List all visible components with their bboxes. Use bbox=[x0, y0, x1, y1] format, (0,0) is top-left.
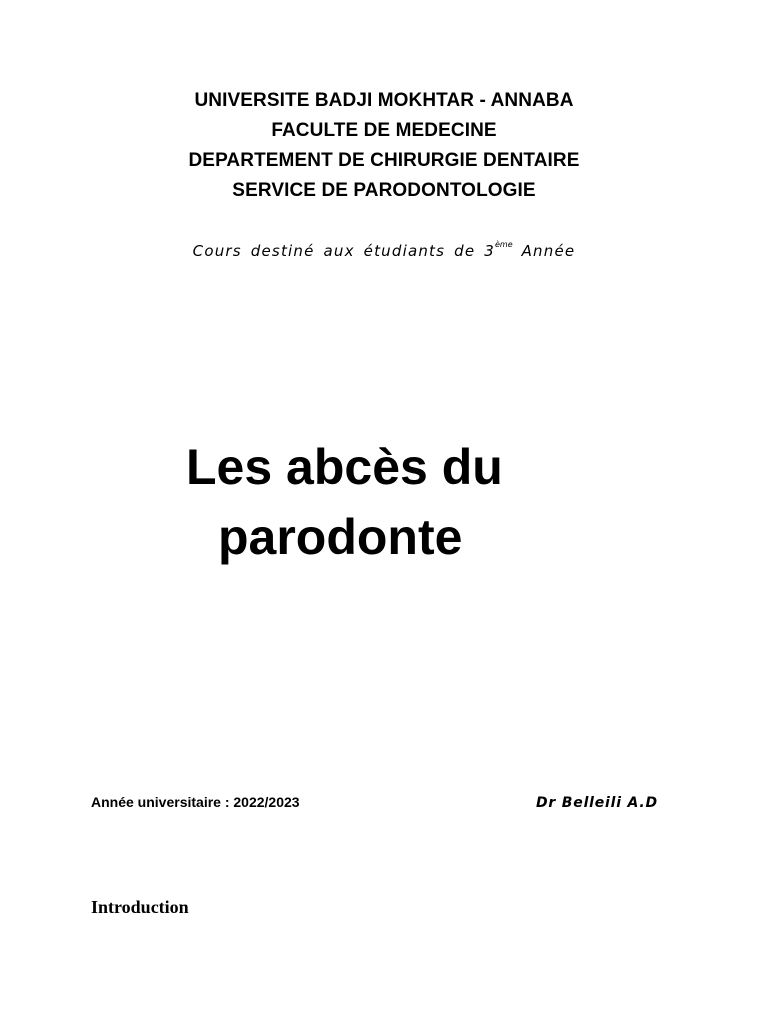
course-audience bbox=[0, 240, 768, 260]
university-name: UNIVERSITE BADJI MOKHTAR - ANNABA bbox=[194, 90, 574, 111]
service-name: SERVICE DE PARODONTOLOGIE bbox=[232, 180, 536, 201]
section-heading-introduction: Introduction bbox=[91, 897, 189, 917]
faculty-name: FACULTE DE MEDECINE bbox=[271, 120, 497, 141]
author-name: Dr Belleili A.D bbox=[536, 795, 658, 811]
document-title-line-2: parodonte bbox=[218, 509, 463, 565]
department-name: DEPARTEMENT DE CHIRURGIE DENTAIRE bbox=[188, 150, 580, 171]
course-audience-prefix: Cours destiné aux étudiants de 3 bbox=[192, 242, 495, 260]
institution-header bbox=[0, 86, 768, 206]
document-title-line-1: Les abcès du bbox=[186, 439, 503, 495]
course-audience-superscript: ème bbox=[494, 240, 513, 249]
course-audience-suffix: Année bbox=[512, 242, 576, 260]
academic-year: Année universitaire : 2022/2023 bbox=[91, 794, 300, 810]
document-title bbox=[186, 432, 503, 572]
